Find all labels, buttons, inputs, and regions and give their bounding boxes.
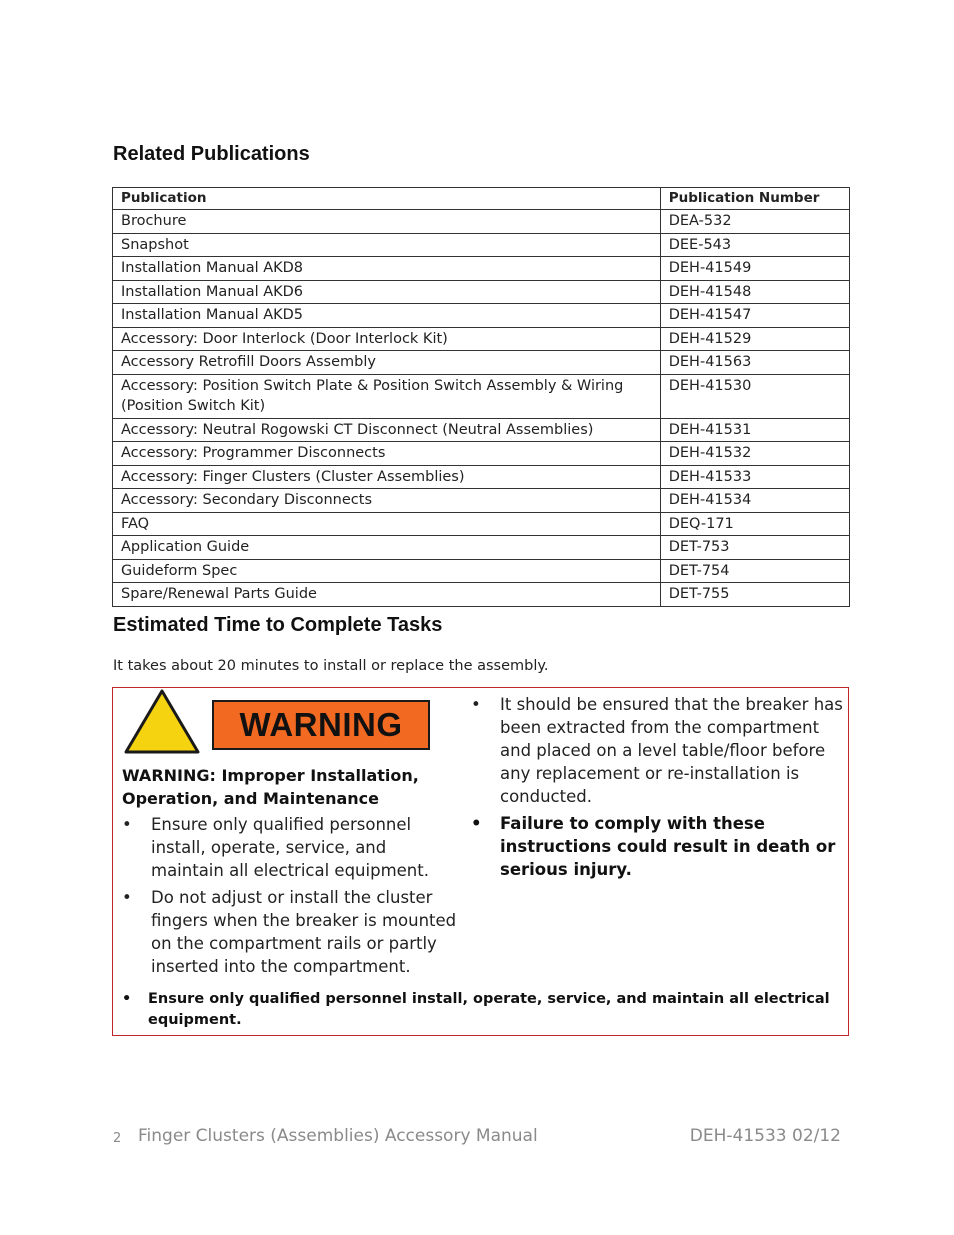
warning-sign [212, 700, 430, 750]
table-row [113, 465, 850, 489]
list-item [122, 886, 457, 978]
estimated-time-text: It takes about 20 minutes to install or replace the assembly. [113, 658, 549, 674]
publication-name-cell: FAQ [113, 512, 661, 536]
page-number: 2 [113, 1131, 122, 1146]
table-row [113, 512, 850, 536]
publication-name-cell: Installation Manual AKD6 [113, 280, 661, 304]
list-item-text: Ensure only qualified personnel install, operate, service, and maintain all electrical equipment. [151, 815, 429, 880]
table-row [113, 351, 850, 375]
table-row [113, 210, 850, 234]
warning-title: WARNING: Improper Installation, Operation, and Maintenance [122, 766, 419, 808]
table-row [113, 583, 850, 607]
publication-number-cell: DEH-41534 [660, 489, 849, 513]
warning-bottom-text: Ensure only qualified personnel install, operate, service, and maintain all electrical equipment. [148, 991, 830, 1028]
publication-name-cell: Snapshot [113, 233, 661, 257]
table-header-row [113, 188, 850, 210]
publication-name-cell: Accessory: Secondary Disconnects [113, 489, 661, 513]
table-row [113, 280, 850, 304]
publication-number-cell: DEH-41563 [660, 351, 849, 375]
table-row [113, 536, 850, 560]
bullet-icon: • [122, 991, 132, 1007]
publication-number-cell: DEH-41530 [660, 374, 849, 418]
footer-doc-id: DEH-41533 02/12 [689, 1126, 841, 1146]
publication-number-cell: DEH-41548 [660, 280, 849, 304]
publication-name-cell: Accessory Retrofill Doors Assembly [113, 351, 661, 375]
warning-sign-text: WARNING [239, 706, 403, 743]
publication-number-cell: DEE-543 [660, 233, 849, 257]
table-row [113, 257, 850, 281]
list-item [471, 693, 843, 808]
page-footer [113, 1126, 841, 1150]
table-row [113, 374, 850, 418]
publication-name-cell: Application Guide [113, 536, 661, 560]
list-item-text: Do not adjust or install the cluster fingers when the breaker is mounted on the compartment rails or partly inserted into the compartment. [151, 888, 457, 976]
related-publications-heading: Related Publications [113, 143, 310, 165]
table-row [113, 559, 850, 583]
publication-name-cell: Installation Manual AKD5 [113, 304, 661, 328]
publication-number-cell: DEA-532 [660, 210, 849, 234]
list-item [471, 812, 843, 881]
bullet-icon: • [122, 815, 132, 834]
publication-number-cell: DET-755 [660, 583, 849, 607]
publications-table [112, 187, 850, 607]
bullet-icon: • [471, 814, 482, 833]
warning-left-list [122, 813, 457, 982]
publication-name-cell: Accessory: Position Switch Plate & Position Switch Assembly & Wiring (Position Switch Kit) [113, 374, 661, 418]
publication-name-cell: Guideform Spec [113, 559, 661, 583]
publication-number-cell: DEH-41532 [660, 442, 849, 466]
list-item-text: It should be ensured that the breaker has been extracted from the compartment and placed on a level table/floor before any replacement or re-installation is conducted. [500, 695, 843, 806]
warning-right-list [471, 693, 843, 885]
table-row [113, 442, 850, 466]
publication-number-cell: DET-754 [660, 559, 849, 583]
publications-table-body [113, 210, 850, 607]
column-header-publication-number: Publication Number [660, 188, 849, 210]
publication-number-cell: DEH-41531 [660, 418, 849, 442]
table-row [113, 418, 850, 442]
publication-number-cell: DET-753 [660, 536, 849, 560]
column-header-publication: Publication [113, 188, 661, 210]
table-row [113, 327, 850, 351]
bullet-icon: • [122, 888, 132, 907]
footer-title: Finger Clusters (Assemblies) Accessory Manual [138, 1126, 538, 1146]
publication-name-cell: Accessory: Door Interlock (Door Interlock Kit) [113, 327, 661, 351]
publication-name-cell: Brochure [113, 210, 661, 234]
publication-number-cell: DEH-41533 [660, 465, 849, 489]
publication-name-cell: Spare/Renewal Parts Guide [113, 583, 661, 607]
publication-number-cell: DEH-41547 [660, 304, 849, 328]
publication-number-cell: DEQ-171 [660, 512, 849, 536]
warning-bottom-note [122, 989, 848, 1030]
warning-box [112, 687, 849, 1036]
estimated-time-heading: Estimated Time to Complete Tasks [113, 614, 443, 636]
publication-name-cell: Accessory: Neutral Rogowski CT Disconnect (Neutral Assemblies) [113, 418, 661, 442]
publication-name-cell: Installation Manual AKD8 [113, 257, 661, 281]
table-row [113, 233, 850, 257]
publication-name-cell: Accessory: Finger Clusters (Cluster Assemblies) [113, 465, 661, 489]
publication-number-cell: DEH-41549 [660, 257, 849, 281]
warning-triangle-icon [123, 688, 201, 756]
list-item-text: Failure to comply with these instructions could result in death or serious injury. [500, 814, 836, 879]
table-row [113, 304, 850, 328]
publication-number-cell: DEH-41529 [660, 327, 849, 351]
table-row [113, 489, 850, 513]
list-item [122, 813, 457, 882]
publication-name-cell: Accessory: Programmer Disconnects [113, 442, 661, 466]
bullet-icon: • [471, 695, 481, 714]
